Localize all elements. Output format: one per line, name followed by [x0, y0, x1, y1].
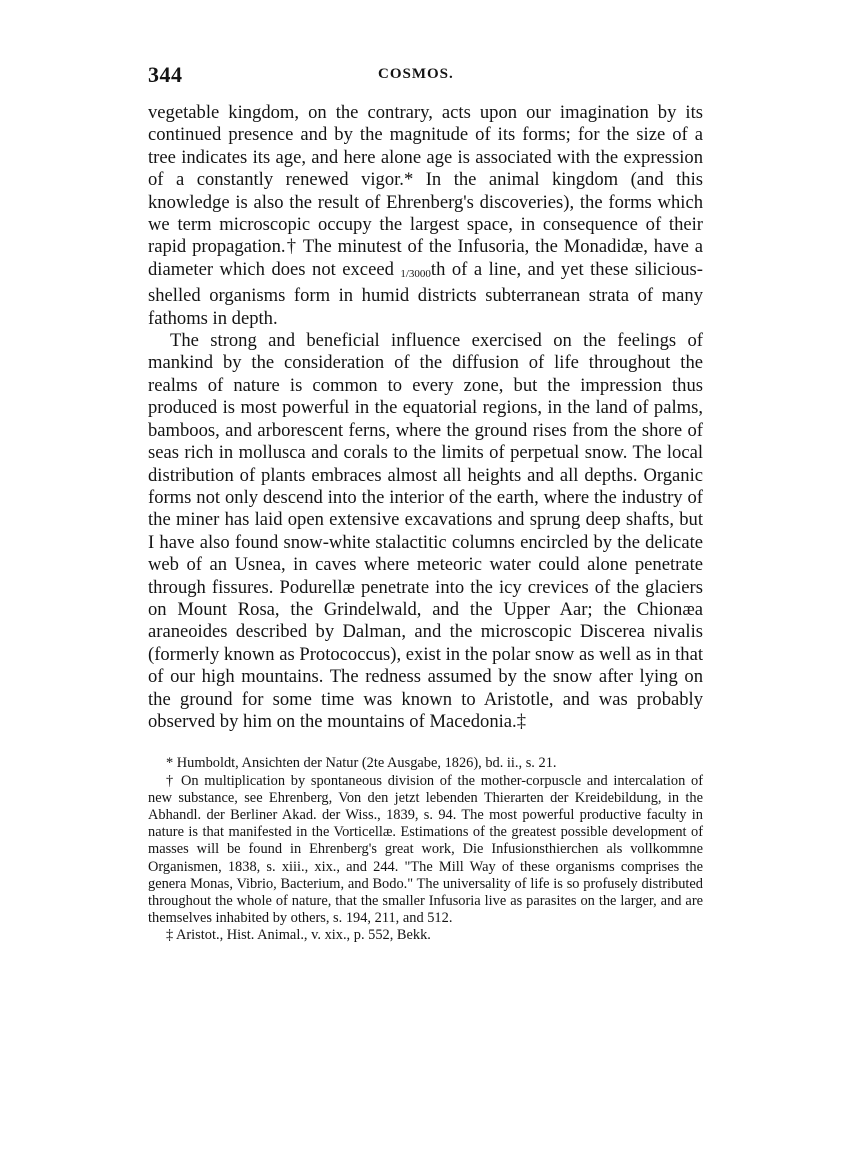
paragraph-2: The strong and beneficial influence exercised on the feelings of mankind by the consideration of the diffusion of life throughout the realms of nature is common to every zone, but the impression thus produced is most powerful in the equatorial regions, in the land of palms, bamboos, and arborescent ferns, where the ground rises from the shore of seas rich in mollusca and corals to the limits of perpetual snow. The local distribution of plants embraces almost all heights and all depths. Organic forms not only descend into the interior of the earth, where the industry of the miner has laid open extensive excavations and sprung deep shafts, but I have also found snow-white stalactitic columns encircled by the delicate web of an Usnea, in caves where meteoric water could alone penetrate through fissures. Podurellæ penetrate into the icy crevices of the glaciers on Mount Rosa, the Grindelwald, and the Upper Aar; the Chionæa araneoides described by Dalman, and the microscopic Discerea nivalis (formerly known as Protococcus), exist in the polar snow as well as in that of our high mountains. The redness assumed by the snow after lying on the ground for some time was known to Aristotle, and was probably observed by him on the mountains of Macedonia.‡: [148, 330, 703, 732]
footnote-2: † On multiplication by spontaneous division of the mother-corpuscle and intercalation of new substance, see Ehrenberg, Von den jetzt lebenden Thierarten der Kreidebildung, in the Abhandl. der Berliner Akad. der Wiss., 1839, s. 94. The most powerful productive faculty in nature is that manifested in the Vorticellæ. Estimations of the greatest possible development of masses will be found in Ehrenberg's great work, Die Infusionsthierchen als vollkommne Organismen, 1838, s. xiii., xix., and 244. "The Mill Way of these organisms comprises the genera Monas, Vibrio, Bacterium, and Bodo." The universality of life is so profusely distributed throughout the whole of nature, that the smaller Infusoria live as parasites on the larger, and are themselves inhabited by others, s. 194, 211, and 512.: [148, 772, 703, 927]
footnote-3: ‡ Aristot., Hist. Animal., v. xix., p. 552, Bekk.: [166, 927, 431, 944]
paragraph-1-end: th of a line, and yet these silicious-shelled organisms form in humid districts subterranean strata of many fathoms in depth.: [148, 258, 703, 329]
page-number: 344: [148, 62, 183, 87]
fraction: 1/3000: [400, 267, 431, 280]
footnotes: [148, 755, 703, 944]
paragraph-1: [148, 102, 703, 330]
running-title: COSMOS.: [378, 66, 454, 82]
running-head: [148, 62, 703, 88]
book-page: [148, 62, 703, 945]
footnote-1: * Humboldt, Ansichten der Natur (2te Ausgabe, 1826), bd. ii., s. 21.: [166, 755, 557, 772]
paragraph-1-text: vegetable kingdom, on the contrary, acts upon our imagination by its continued presence and by the magnitude of its forms; for the size of a tree indicates its age, and here alone age is associated with the expression of a constantly renewed vigor.* In the animal kingdom (and this knowledge is also the result of Ehrenberg's discoveries), the forms which we term microscopic occupy the largest space, in consequence of their rapid propagation.† The minutest of the Infusoria, the Monadidæ, have a diameter which does not exceed: [148, 102, 703, 280]
body-text: [148, 102, 703, 733]
